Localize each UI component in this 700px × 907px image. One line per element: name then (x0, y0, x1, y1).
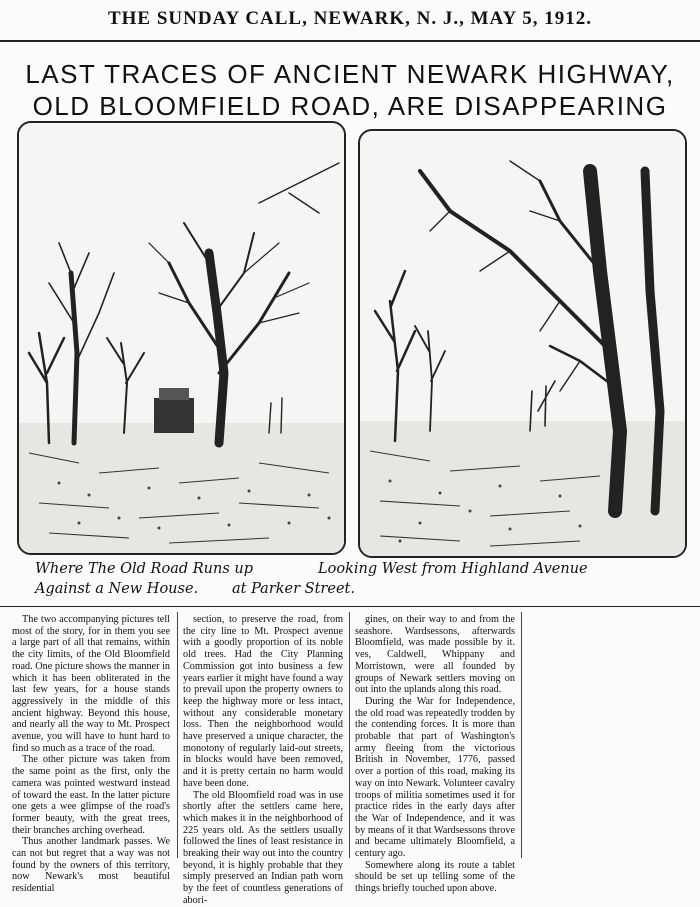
paragraph: The other picture was taken from the same point as the first, only the camera was pointed westward instead of toward the east. In the latter picture one gets a wee glimpse of the road's former beauty, with the great trees, their branches arching overhead. (12, 754, 170, 836)
caption-photo-1-line-2: Against a New House. (35, 581, 199, 597)
column-divider (521, 612, 522, 858)
paragraph: During the War for Independence, the old road was repeatedly trodden by the contending forces. It is more than probable that part of Washington's army fleeing from the victorious British in November, 1776, passed over a portion of this road, making its way on into Newark. Volunteer cavalry troops of militia sometimes used it for practice rides in the early days after the War of Independence, and it was by means of it that Wardsessons throve and became ultimately Bloomfield, a century ago. (355, 695, 515, 860)
headline-line-1: LAST TRACES OF ANCIENT NEWARK HIGHWAY, (25, 59, 675, 89)
paragraph: Somewhere along its route a tablet should be set up telling some of the things briefly touched upon above. (355, 859, 515, 895)
photo-looking-west (358, 129, 687, 558)
caption-photo-2-line-2: at Parker Street. (232, 581, 355, 597)
paragraph: gines, on their way to and from the seashore. Wardsessons, afterwards Bloomfield, was made possible by it. ves, Caldwell, Whippany and Morristown, were all founded by groups of Newark settlers moving on out into the uplands along this road. (355, 614, 515, 696)
article-column-1 (12, 614, 170, 895)
column-divider (177, 612, 178, 858)
photo-old-road-new-house (17, 121, 346, 555)
caption-photo-2-line-1: Looking West from Highland Avenue (318, 561, 588, 577)
column-divider (349, 612, 350, 858)
article-column-3 (355, 614, 515, 895)
paragraph: section, to preserve the road, from the city line to Mt. Prospect avenue with a goodly proportion of its noble old trees. Had the City Planning Commission got into business a few years earlier it might have found a way to prevail upon the property owners to keep the highway more or less intact, without any considerable monetary loss. Then the neighborhood would have preserved a unique character, the monotony of regularly laid-out streets, in blocks would have been removed, and it is pretty certain no harm would have been done. (183, 614, 343, 789)
caption-rule (0, 606, 700, 607)
paragraph: The two accompanying pictures tell most of the story, for in them you see a large part of all that remains, within the city limits, of the Old Bloomfield road. One picture shows the manner in which it has been obliterated in the last few years, for a house stands aggressively in the middle of this ancient highway. Beyond this house, and nearly all the way to Mt. Prospect avenue, you will have to hunt hard to find so much as a trace of the road. (12, 614, 170, 754)
masthead: THE SUNDAY CALL, NEWARK, N. J., MAY 5, 1912. (107, 8, 593, 29)
paragraph: The old Bloomfield road was in use shortly after the settlers came here, which makes it in the neighborhood of 225 years old. As the settlers usually followed the lines of least resistance in breaking their way out into the country beyond, it is highly probable that they simply preserved an Indian path worn by the feet of countless generations of abori- (183, 789, 343, 906)
paragraph: Thus another landmark passes. We can not but regret that a way was not found by the owners of this territory, now Newark's most beautiful residential (12, 836, 170, 895)
article-column-2 (183, 614, 343, 907)
masthead-rule (0, 40, 700, 42)
caption-photo-1-line-1: Where The Old Road Runs up (35, 561, 254, 577)
headline-line-2: OLD BLOOMFIELD ROAD, ARE DISAPPEARING (32, 91, 668, 121)
